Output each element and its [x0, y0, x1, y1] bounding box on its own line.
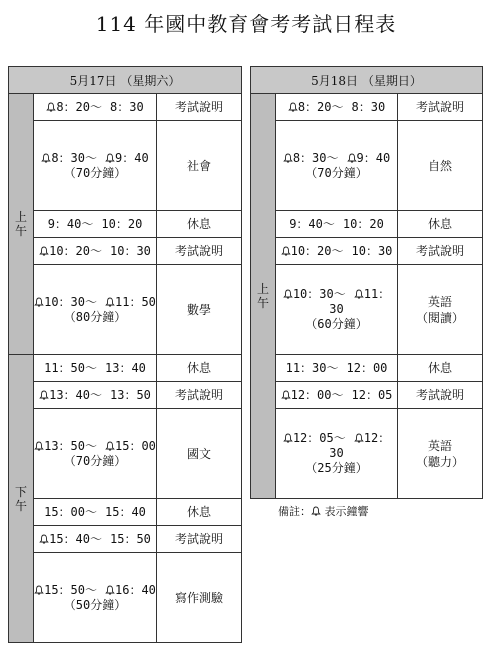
subject-cell [157, 526, 242, 553]
duration: （60分鐘） [305, 317, 368, 331]
time-cell [34, 211, 157, 238]
time-cell [276, 238, 398, 265]
end-time: 12：00 [346, 360, 388, 375]
time-range [276, 287, 397, 317]
schedule-row [9, 526, 242, 553]
schedule-row [9, 211, 242, 238]
subject-name: 考試說明 [416, 388, 465, 402]
subject-name: 自然 [428, 158, 453, 173]
subject-name: 休息 [187, 505, 212, 519]
duration: （80分鐘） [63, 309, 127, 324]
time-range [276, 388, 397, 403]
period-label [9, 94, 34, 355]
time-range [34, 388, 156, 403]
end-time: 13：40 [105, 360, 146, 375]
subject-name: 休息 [428, 361, 453, 375]
start-time: 8：30～ [292, 150, 339, 165]
subject-cell [398, 265, 483, 355]
time-cell [34, 265, 157, 355]
subject-detail: （聽力） [416, 454, 465, 469]
bell-icon [311, 506, 321, 516]
start-time: 13：50～ [44, 438, 97, 453]
subject-name: 考試說明 [175, 388, 224, 402]
time-range [34, 100, 156, 115]
schedule-row [251, 265, 483, 355]
end-time: 12：05 [351, 387, 393, 402]
day2-schedule-table [250, 66, 483, 499]
duration: （50分鐘） [63, 597, 127, 612]
end-time: 10：20 [101, 216, 143, 231]
time-cell [34, 499, 157, 526]
schedule-row [9, 238, 242, 265]
period-label-text: 上午 [257, 282, 270, 310]
time-range [276, 431, 397, 461]
start-time: 10：20～ [290, 243, 344, 258]
end-time: 11：30 [329, 287, 391, 316]
schedule-row [9, 553, 242, 643]
bell-icon [34, 585, 44, 595]
subject-name: 英語 [428, 294, 453, 309]
time-cell [34, 553, 157, 643]
bell-icon [105, 297, 115, 307]
day2-header: 5月18日 （星期日） [251, 67, 483, 94]
end-time: 10：30 [351, 243, 393, 258]
subject-name: 考試說明 [175, 244, 224, 258]
bell-icon [281, 390, 291, 400]
time-cell [34, 382, 157, 409]
end-time: 13：50 [110, 387, 151, 402]
bell-icon [39, 390, 49, 400]
note-suffix: 表示鐘響 [321, 505, 369, 518]
bell-icon [39, 246, 49, 256]
start-time: 11：50～ [44, 360, 97, 375]
subject-cell [398, 238, 483, 265]
end-time: 10：30 [110, 243, 151, 258]
schedule-row [251, 121, 483, 211]
subject-name: 考試說明 [416, 244, 465, 258]
note-prefix: 備註： [278, 505, 311, 518]
schedule-row [9, 355, 242, 382]
schedule-row [251, 94, 483, 121]
subject-cell [398, 211, 483, 238]
time-range [276, 244, 397, 259]
bell-icon [105, 441, 115, 451]
bell-icon [105, 153, 115, 163]
subject-detail: （閱讀） [416, 310, 465, 325]
schedule-row [251, 409, 483, 499]
subject-name: 考試說明 [175, 100, 224, 114]
subject-cell [157, 409, 242, 499]
schedule-row [9, 382, 242, 409]
start-time: 9：40～ [289, 216, 335, 231]
period-label-text: 上午 [15, 210, 28, 238]
start-time: 10：20～ [49, 243, 102, 258]
time-range [34, 151, 156, 166]
time-cell [34, 238, 157, 265]
start-time: 8：30～ [51, 150, 97, 165]
subject-name: 休息 [187, 217, 212, 231]
end-time: 11：50 [115, 294, 156, 309]
bell-icon [34, 441, 44, 451]
day1-header: 5月17日 （星期六） [9, 67, 242, 94]
bell-icon [288, 102, 298, 112]
subject-name: 考試說明 [416, 100, 465, 114]
bell-icon [41, 153, 51, 163]
time-range [276, 217, 397, 232]
schedule-row [251, 355, 483, 382]
bell-icon [283, 289, 293, 299]
period-label [9, 355, 34, 643]
subject-cell [398, 409, 483, 499]
start-time: 9：40～ [47, 216, 94, 231]
start-time: 8：20～ [297, 99, 344, 114]
time-cell [34, 409, 157, 499]
time-range [34, 295, 156, 310]
time-range [34, 361, 156, 376]
end-time: 15：50 [110, 531, 151, 546]
duration: （25分鐘） [305, 461, 368, 475]
period-label [251, 94, 276, 499]
bell-icon [354, 289, 364, 299]
footnote [278, 503, 369, 519]
start-time: 15：50～ [44, 582, 97, 597]
day1-schedule-table [8, 66, 242, 643]
schedule-row [9, 409, 242, 499]
schedule-row [9, 121, 242, 211]
start-time: 11：30～ [285, 360, 339, 375]
time-range [34, 532, 156, 547]
start-time: 10：30～ [292, 287, 346, 301]
time-range [34, 505, 156, 520]
time-cell [276, 211, 398, 238]
end-time: 12：30 [329, 431, 391, 460]
subject-name: 休息 [187, 361, 212, 375]
time-cell [34, 94, 157, 121]
start-time: 10：30～ [44, 294, 97, 309]
schedule-row [9, 499, 242, 526]
time-cell [34, 526, 157, 553]
schedule-row [251, 382, 483, 409]
subject-cell [157, 211, 242, 238]
bell-icon [347, 153, 357, 163]
period-label-text: 下午 [15, 484, 28, 513]
schedule-row [9, 265, 242, 355]
bell-icon [34, 297, 44, 307]
start-time: 12：05～ [292, 431, 346, 445]
schedule-row [251, 211, 483, 238]
start-time: 15：00～ [44, 504, 97, 519]
time-cell [276, 265, 398, 355]
bell-icon [281, 246, 291, 256]
subject-name: 考試說明 [175, 532, 224, 546]
subject-cell [157, 355, 242, 382]
end-time: 9：40 [356, 150, 391, 165]
time-range [276, 100, 397, 115]
start-time: 13：40～ [49, 387, 102, 402]
time-cell [276, 94, 398, 121]
bell-icon [46, 102, 56, 112]
end-time: 9：40 [115, 150, 149, 165]
end-time: 16：40 [115, 582, 156, 597]
duration: （70分鐘） [305, 165, 368, 180]
bell-icon [39, 534, 49, 544]
subject-name: 數學 [187, 302, 212, 317]
subject-name: 社會 [187, 158, 212, 173]
subject-cell [398, 355, 483, 382]
bell-icon [105, 585, 115, 595]
subject-cell [157, 238, 242, 265]
time-cell [276, 409, 398, 499]
time-range [276, 361, 397, 376]
end-time: 10：20 [342, 216, 384, 231]
subject-cell [157, 382, 242, 409]
bell-icon [283, 153, 293, 163]
subject-cell [398, 382, 483, 409]
subject-cell [157, 121, 242, 211]
duration: （70分鐘） [63, 165, 127, 180]
end-time: 15：40 [105, 504, 146, 519]
subject-cell [398, 94, 483, 121]
time-range [34, 439, 156, 454]
schedule-row [9, 94, 242, 121]
end-time: 8：30 [351, 99, 386, 114]
time-range [34, 244, 156, 259]
time-cell [276, 382, 398, 409]
subject-name: 英語 [428, 438, 453, 453]
subject-cell [398, 121, 483, 211]
bell-icon [283, 433, 293, 443]
page-title: 114 年國中教育會考考試日程表 [95, 12, 397, 36]
subject-cell [157, 94, 242, 121]
time-cell [276, 355, 398, 382]
subject-cell [157, 265, 242, 355]
time-cell [276, 121, 398, 211]
schedule-row [251, 238, 483, 265]
start-time: 12：00～ [290, 387, 344, 402]
start-time: 15：40～ [49, 531, 102, 546]
end-time: 15：00 [115, 438, 156, 453]
duration: （70分鐘） [63, 453, 127, 468]
subject-cell [157, 553, 242, 643]
subject-name: 國文 [187, 446, 212, 461]
subject-cell [157, 499, 242, 526]
start-time: 8：20～ [56, 99, 102, 114]
time-cell [34, 121, 157, 211]
time-range [34, 583, 156, 598]
end-time: 8：30 [110, 99, 144, 114]
time-cell [34, 355, 157, 382]
subject-name: 休息 [428, 217, 453, 231]
subject-name: 寫作測驗 [175, 590, 224, 605]
bell-icon [354, 433, 364, 443]
time-range [34, 217, 156, 232]
time-range [276, 151, 397, 166]
